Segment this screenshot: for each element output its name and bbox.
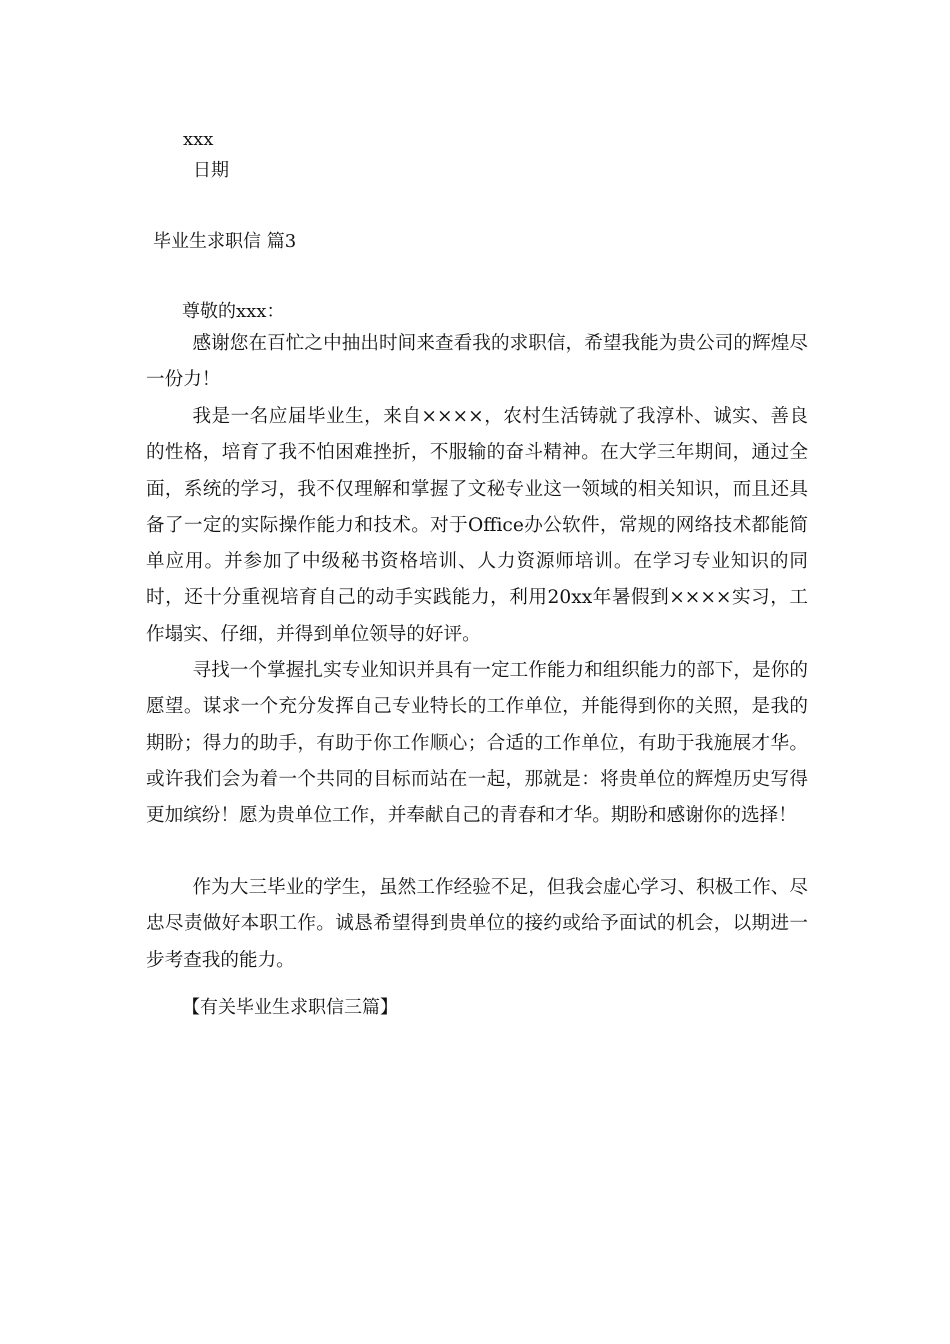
- date-label: 日期: [193, 160, 229, 181]
- letter-paragraph: 我是一名应届毕业生，来自××××，农村生活铸就了我淳朴、诚实、善良的性格，培育了我不怕困难挫折，不服输的奋斗精神。在大学三年期间，通过全面，系统的学习，我不仅理解和掌握了文秘专业这一领域的相关知识，而且还具备了一定的实际操作能力和技术。对于Office办公软件，常规的网络技术都能简单应用。并参加了中级秘书资格培训、人力资源师培训。在学习专业知识的同时，还十分重视培育自己的动手实践能力，利用20xx年暑假到××××实习，工作塌实、仔细，并得到单位领导的好评。: [146, 406, 808, 645]
- section-title: 毕业生求职信 篇3: [153, 231, 297, 252]
- sender-name: xxx: [183, 129, 214, 150]
- footer-title: 【有关毕业生求职信三篇】: [182, 997, 398, 1018]
- letter-paragraph: 感谢您在百忙之中抽出时间来查看我的求职信，希望我能为贵公司的辉煌尽一份力！: [146, 333, 808, 391]
- letter-paragraph: 作为大三毕业的学生，虽然工作经验不足，但我会虚心学习、积极工作、尽忠尽责做好本职工作。诚恳希望得到贵单位的接约或给予面试的机会，以期进一步考查我的能力。: [146, 877, 808, 971]
- letter-paragraph: 寻找一个掌握扎实专业知识并具有一定工作能力和组织能力的部下，是你的愿望。谋求一个充分发挥自己专业特长的工作单位，并能得到你的关照，是我的期盼；得力的助手，有助于你工作顺心；合适的工作单位，有助于我施展才华。或许我们会为着一个共同的目标而站在一起，那就是：将贵单位的辉煌历史写得更加缤纷！愿为贵单位工作，并奉献自己的青春和才华。期盼和感谢你的选择！: [146, 660, 808, 827]
- salutation: 尊敬的xxx：: [182, 301, 285, 322]
